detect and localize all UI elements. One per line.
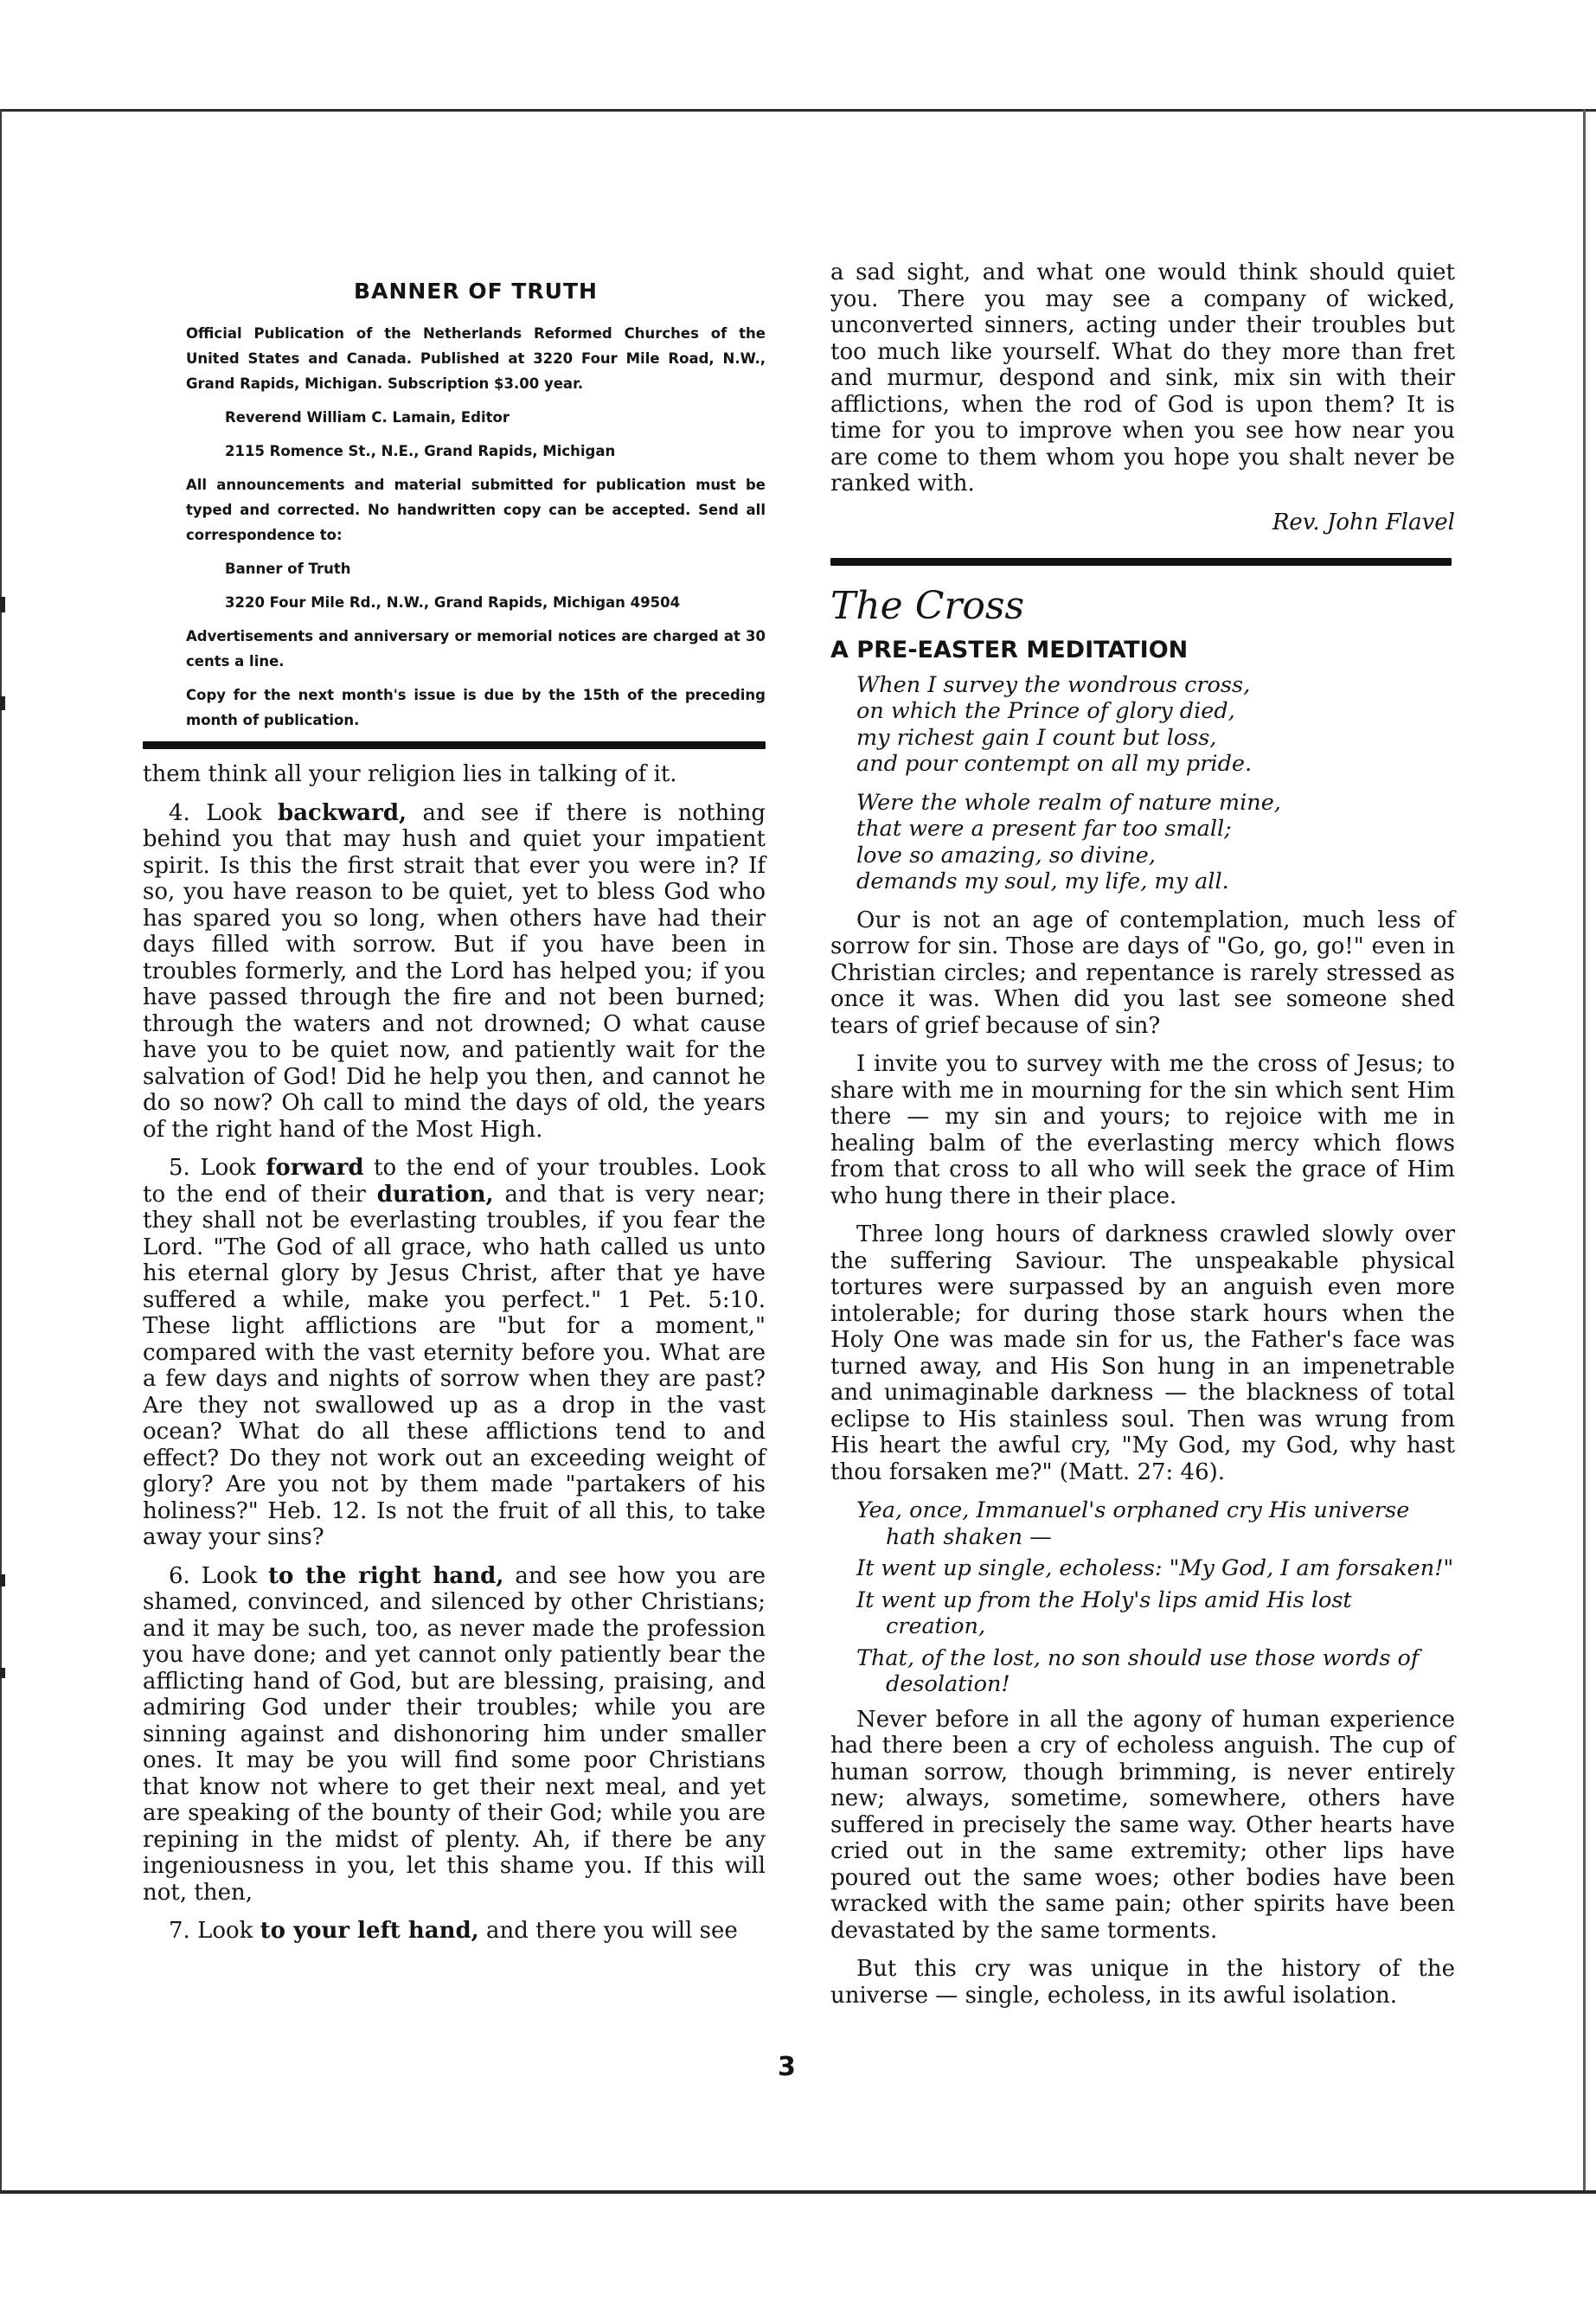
hymn-line: love so amazing, so divine, [856, 842, 1156, 868]
left-column [143, 279, 766, 1957]
masthead-title: BANNER OF TRUTH [354, 279, 598, 304]
section-title: The Cross [830, 583, 1025, 628]
paragraph-text: and there you will see [478, 1918, 738, 1944]
masthead-advertising-info: Advertisements and anniversary or memorial notices are charged at 30 cents a line. [186, 628, 766, 670]
emphasis: duration, [376, 1181, 494, 1208]
scan-mark [0, 1574, 5, 1586]
hymn-line: that were a present far too small; [856, 816, 1232, 842]
masthead [143, 279, 766, 733]
hymn-line: Were the whole realm of nature mine, [856, 789, 1281, 816]
meditation-paragraph: Three long hours of darkness crawled slowly over the suffering Saviour. The unspeakable physical tortures were surpassed by an anguish even more intolerable; for during those stark hours when the Holy One was made sin for us, the Father's face was turned away, and His Son hung in an impenetrable and unimaginable darkness — the blackness of total eclipse to His stainless soul. Then was wrung from His heart the awful cry, "My God, my God, why hast thou forsaken me?" (Matt. 27: 46). [830, 1221, 1455, 1485]
hymn-line: demands my soul, my life, my all. [856, 868, 1229, 894]
masthead-submission-info: All announcements and material submitted for publication must be typed and corrected. No handwritten copy can be accepted. Send all correspondence to: [186, 477, 766, 543]
masthead-rule [143, 741, 766, 749]
section-rule [830, 558, 1452, 566]
paragraph-text: and see if there is nothing behind you that may hush and quiet your impatient spirit. Is this the first strait that ever you were in? If so, you have reason to be quiet, yet to bless God who has spared you so long, when others have had their days filled with sorrow. But if you have been in troubles formerly, and the Lord has helped you; if you have passed through the fire and not been burned; through the waters and not drowned; O what cause have you to be quiet now, and patiently wait for the salvation of God! Did he help you then, and cannot he do so now? Oh call to mind the days of old, the years of the right hand of the Most High. [143, 799, 766, 1143]
poem-line: It went up from the Holy's lips amid His lost creation, [856, 1586, 1352, 1639]
masthead-editor: Reverend William C. Lamain, Editor [225, 409, 510, 426]
meditation-paragraph: Never before in all the agony of human experience had there been a cry of echoless anguish. The cup of human sorrow, though brimming, is never entirely new; always, sometime, somewhere, others have suffered in precisely the same way. Other hearts have cried out in the same extremity; other lips have poured out the same woes; other bodies have been wracked with the same pain; other spirits have been devastated by the same torments. [830, 1706, 1455, 1944]
paragraph-look-right [143, 1563, 766, 1907]
scan-mark [0, 1668, 5, 1678]
paragraph-text: and that is very near; they shall not be everlasting troubles, if you fear the Lord. "The God of all grace, who hath called us unto his eternal glory by Jesus Christ, after that ye have suffered a while, make you perfect." 1 Pet. 5:10. These light afflictions are "but for a moment," compared with the vast eternity before you. What are a few days and nights of sorrow when they are past? Are they not swallowed up as a drop in the vast ocean? What do all these afflictions tend to and effect? Do they not work out an exceeding weight of glory? Are you not by them made "partakers of his holiness?" Heb. 12. Is not the fruit of all this, to take away your sins? [143, 1181, 766, 1550]
hymn-verse-2 [856, 790, 1455, 895]
masthead-send-to: Banner of Truth [225, 561, 351, 577]
flavel-article-continued [143, 761, 766, 1945]
paragraph-text: to the end of your troubles. Look to the end of their [143, 1155, 766, 1208]
paragraph-look-backward [143, 800, 766, 1144]
paragraph-continuation: them think all your religion lies in talking of it. [143, 761, 677, 787]
section-subtitle: A PRE-EASTER MEDITATION [830, 636, 1189, 663]
scan-mark [0, 597, 5, 612]
emphasis: backward, [278, 799, 407, 826]
scan-mark [0, 696, 5, 710]
masthead-publication-info: Official Publication of the Netherlands Reformed Churches of the United States and Canada. Published at 3220 Four Mile Road, N.W., Grand Rapids, Michigan. Subscription $3.00 year. [186, 325, 766, 392]
hymn-line: and pour contempt on all my pride. [856, 751, 1253, 777]
paragraph-look-forward [143, 1155, 766, 1551]
hymn-line: When I survey the wondrous cross, [856, 671, 1251, 698]
masthead-send-address: 3220 Four Mile Rd., N.W., Grand Rapids, Michigan 49504 [225, 594, 681, 611]
page-number: 3 [778, 2052, 796, 2082]
author-signature: Rev. John Flavel [1272, 509, 1455, 535]
paragraph-number: 6. Look [169, 1562, 268, 1589]
paragraph-text: and see how you are shamed, convinced, and silenced by other Christians; and it may be such, too, as never made the profession you have done; and yet cannot only patiently bear the afflicting hand of God, but are blessing, praising, and admiring God under their troubles; while you are sinning against and dishonoring him under smaller ones. It may be you will find some poor Christians that know not where to get their next meal, and yet are speaking of the bounty of their God; while you are repining in the midst of plenty. Ah, if there be any ingeniousness in you, let this shame you. If this will not, then, [143, 1562, 766, 1906]
meditation-paragraph: Our is not an age of contemplation, much less of sorrow for sin. Those are days of "Go, go, go!" even in Christian circles; and repentance is rarely stressed as once it was. When did you last see someone shed tears of grief because of sin? [830, 907, 1455, 1039]
page-edge-top [0, 109, 1596, 112]
emphasis: forward [266, 1155, 364, 1181]
paragraph-continuation: a sad sight, and what one would think should quiet you. There you may see a company of wicked, unconverted sinners, acting under their troubles but too much like yourself. What do they more than fret and murmur, despond and sink, mix sin with their afflictions, when the rod of God is upon them? It is time for you to improve when you see how near you are come to them whom you hope you shalt never be ranked with. [830, 260, 1455, 497]
emphasis: to the right hand, [267, 1562, 504, 1589]
poem-line: That, of the lost, no son should use those words of desolation! [856, 1644, 1420, 1697]
hymn-line: on which the Prince of glory died, [856, 698, 1235, 724]
emphasis: to your left hand, [260, 1918, 479, 1944]
paragraph-number: 5. Look [169, 1155, 266, 1181]
paragraph-number: 4. Look [169, 799, 279, 826]
page-edge-bottom [0, 2190, 1596, 2194]
meditation-paragraph: But this cry was unique in the history of the universe — single, echoless, in its awful isolation. [830, 1956, 1455, 2009]
hymn-line: my richest gain I count but loss, [856, 724, 1217, 751]
poem-line: Yea, once, Immanuel's orphaned cry His universe hath shaken — [856, 1497, 1410, 1550]
poem-line: It went up single, echoless: "My God, I am forsaken!" [856, 1555, 1454, 1581]
masthead-editor-address: 2115 Romence St., N.E., Grand Rapids, Michigan [225, 443, 616, 459]
right-column [830, 260, 1455, 2021]
page-edge-right [1583, 109, 1586, 2194]
page-edge-left [0, 109, 2, 2194]
paragraph-number: 7. Look [169, 1918, 260, 1944]
masthead-deadline-info: Copy for the next month's issue is due by the 15th of the preceding month of publication. [186, 687, 766, 728]
poem-stanza [856, 1497, 1455, 1698]
meditation-paragraph: I invite you to survey with me the cross of Jesus; to share with me in mourning for the sin which sent Him there — my sin and yours; to rejoice with me in healing balm of the everlasting mercy which flows from that cross to all who will seek the grace of Him who hung there in their place. [830, 1051, 1455, 1209]
paragraph-look-left [143, 1918, 766, 1945]
hymn-verse-1 [856, 672, 1455, 778]
